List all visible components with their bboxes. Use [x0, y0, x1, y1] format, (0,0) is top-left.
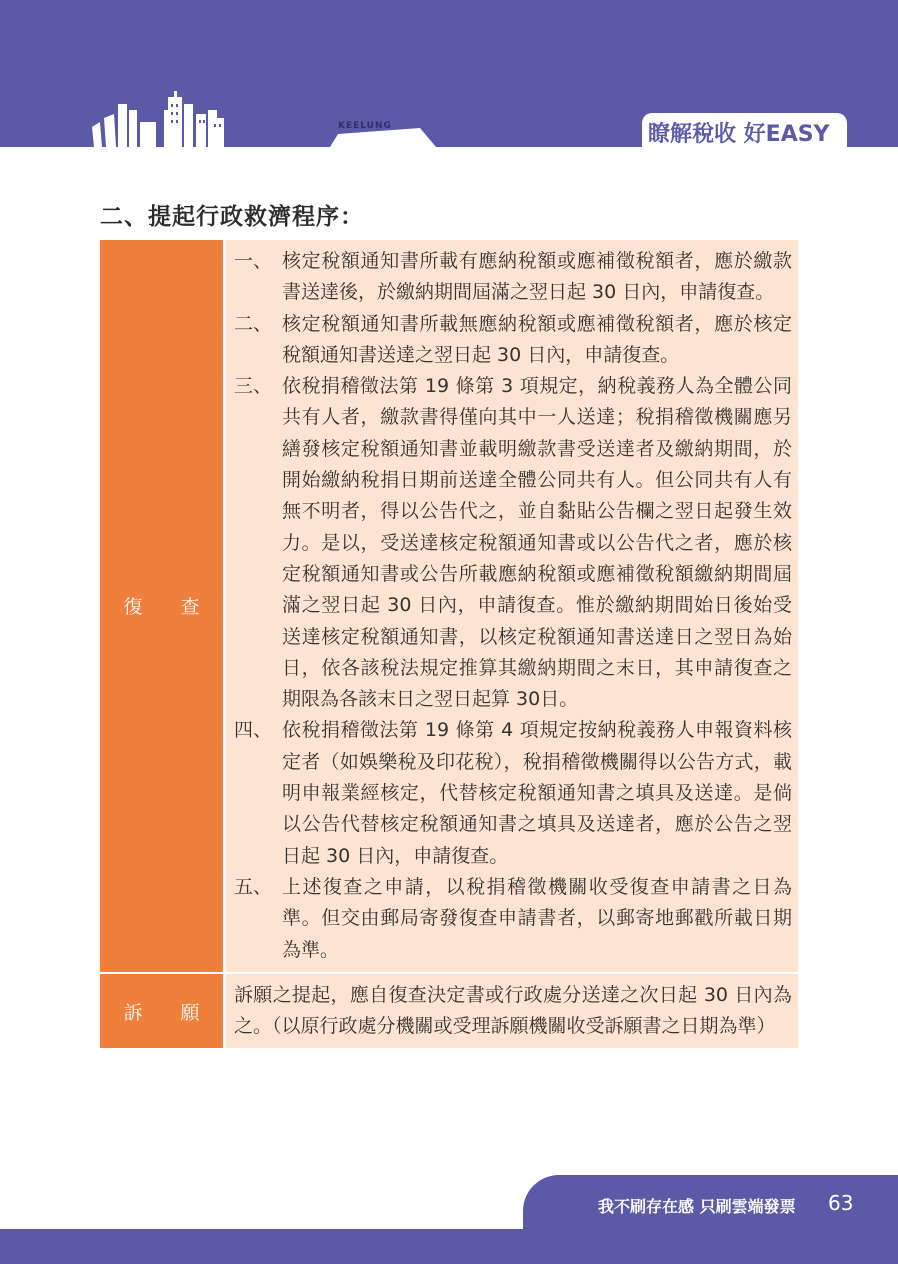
- list-item: [234, 371, 792, 715]
- item-number: 四、: [234, 719, 273, 742]
- appeal-text: 訴願之提起，應自復查決定書或行政處分送達之次日起 30 日內為之。（以原行政處分機關或受理訴願機關收受訴願書之日期為準）: [234, 983, 792, 1038]
- section-title: 二、提起行政救濟程序：: [100, 204, 364, 230]
- item-number: 一、: [234, 250, 273, 272]
- item-text: 上述復查之申請，以稅捐稽徵機關收受復查申請書之日為準。但交由郵局寄發復查申請書者，以郵寄地郵戳所載日期為準。: [282, 875, 792, 961]
- procedure-table: [100, 240, 798, 1050]
- row-label-appeal-text: 訴 願: [123, 1001, 200, 1024]
- row-content-review: [223, 240, 798, 974]
- page-number: 63: [828, 1191, 854, 1215]
- item-text: 核定稅額通知書所載無應納稅額或應補徵稅額者，應於核定稅額通知書送達之翌日起 30 日內，申請復查。: [282, 312, 792, 366]
- row-label-review-text: 復 查: [123, 596, 200, 619]
- item-number: 二、: [234, 312, 273, 335]
- table-row-review: [100, 240, 798, 974]
- row-label-appeal: [100, 974, 223, 1051]
- item-text: 依稅捐稽徵法第 19 條第 3 項規定，納稅義務人為全體公同共有人者，繳款書得僅向其中一人送達；稅捐稽徵機關應另繕發核定稅額通知書並載明繳款書受送達者及繳納期間，於開始繳納稅捐日期前送達全體公同共有人。但公同共有人有無不明者，得以公告代之，並自黏貼公告欄之翌日起發生效力。是以，受送達核定稅額通知書或以公告代之者，應於核定稅額通知書或公告所載應納稅額或應補徵稅額繳納期間屆滿之翌日起 30 日內，申請復查。惟於繳納期間始日後始受送達核定稅額通知書，以核定稅額通知書送達日之翌日為始日，依各該稅法規定推算其繳納期間之末日，其申請復查之期限為各該末日之翌日起算 30日。: [282, 375, 792, 711]
- footer-slogan: 我不刷存在感 只刷雲端發票: [598, 1197, 796, 1216]
- row-label-review: [100, 240, 223, 974]
- item-text: 依稅捐稽徵法第 19 條第 4 項規定按納稅義務人申報資料核定者（如娛樂稅及印花稅），稅捐稽徵機關得以公告方式，載明申報業經核定，代替核定稅額通知書之填具及送達。是倘以公告代替核定稅額通知書之填具及送達者，應於公告之翌日起 30 日內，申請復查。: [282, 719, 792, 867]
- list-item: [234, 309, 792, 372]
- item-number: 三、: [234, 375, 273, 398]
- list-item: [234, 246, 792, 309]
- table-row-appeal: [100, 974, 798, 1051]
- header-title: 瞭解稅收 好EASY: [648, 122, 830, 147]
- list-item: [234, 715, 792, 871]
- city-label: KEELUNG: [338, 121, 392, 131]
- footer-band: [0, 1229, 898, 1264]
- row-content-appeal: [223, 974, 798, 1051]
- list-item: [234, 872, 792, 966]
- item-number: 五、: [234, 875, 273, 898]
- item-text: 核定稅額通知書所載有應納稅額或應補徵稅額者，應於繳款書送達後，於繳納期間屆滿之翌日起 30 日內，申請復查。: [282, 250, 792, 304]
